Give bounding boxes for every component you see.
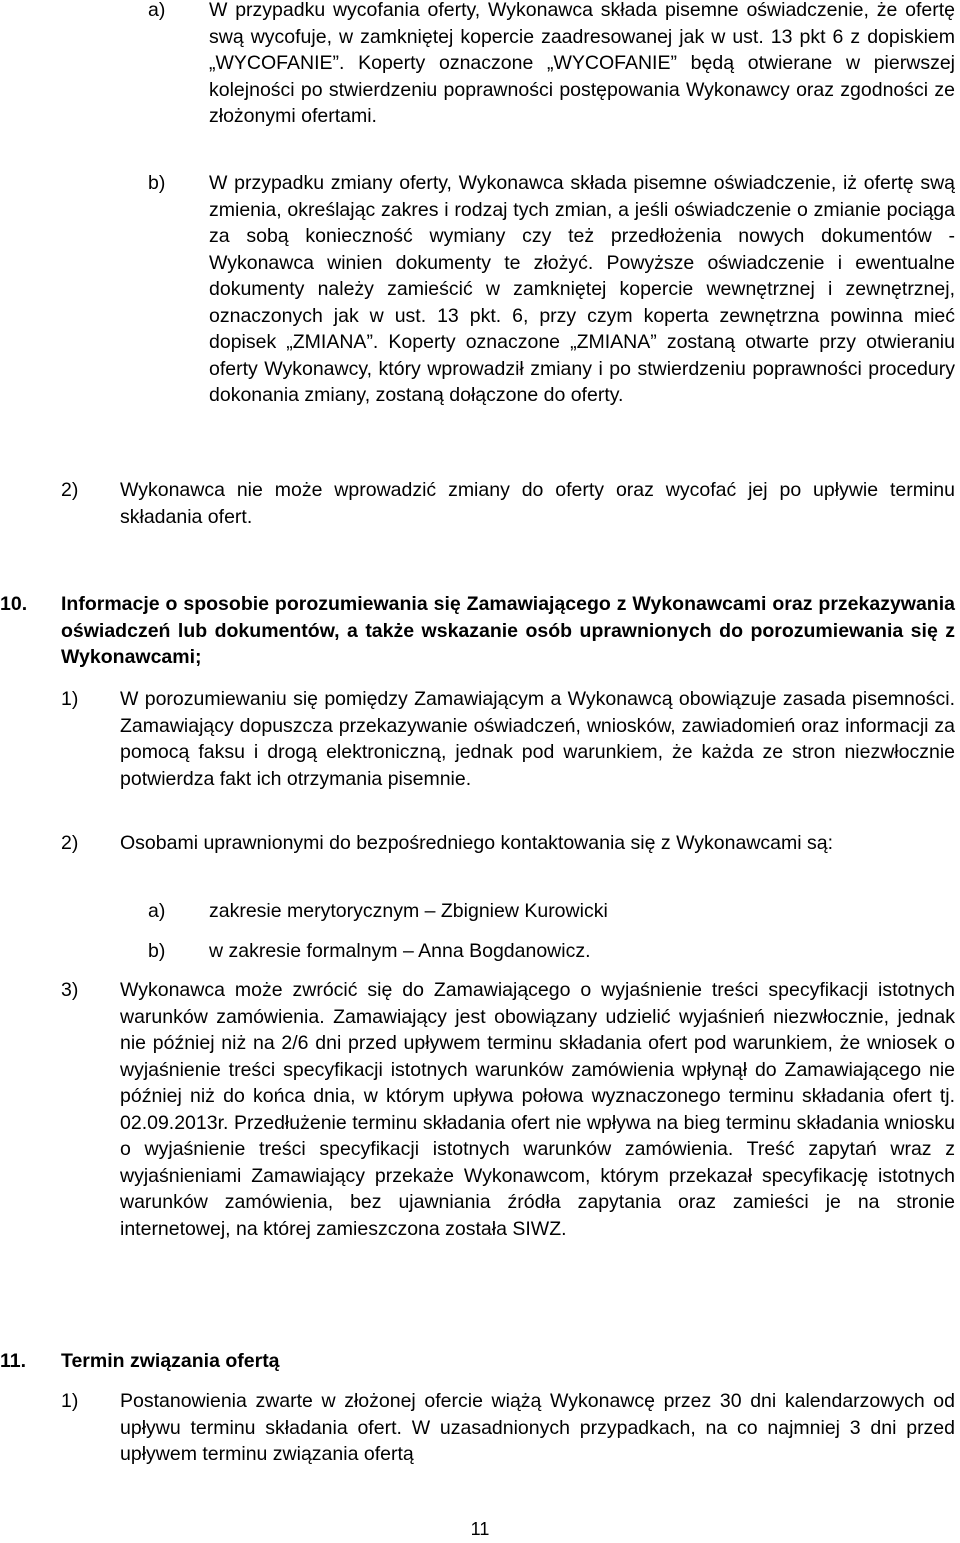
list-item-10-3 xyxy=(61,977,955,1242)
item-label: 1) xyxy=(61,688,79,710)
item-label: b) xyxy=(148,172,166,194)
list-item-9b xyxy=(148,170,955,409)
item-text: w zakresie formalnym – Anna Bogdanowicz. xyxy=(209,940,591,962)
section-11-heading xyxy=(0,1348,955,1375)
list-item-10-2b xyxy=(148,938,955,965)
page-number: 11 xyxy=(470,1519,490,1539)
item-text: zakresie merytorycznym – Zbigniew Kurowicki xyxy=(209,900,608,922)
section-10-heading xyxy=(0,591,955,671)
item-label: 1) xyxy=(61,1390,79,1412)
item-text: Osobami uprawnionymi do bezpośredniego kontaktowania się z Wykonawcami są: xyxy=(120,832,834,854)
list-item-10-2a xyxy=(148,898,955,925)
section-number: 11. xyxy=(0,1350,27,1372)
item-text: W porozumiewaniu się pomiędzy Zamawiającym a Wykonawcą obowiązuje zasada pisemności. Zamawiający dopuszcza przekazywanie oświadczeń, wniosków, zawiadomień oraz informacji za pomocą faksu i drogą elektroniczną, jednak pod warunkiem, że każda ze stron niezwłocznie potwierdza fakt ich otrzymania pisemnie. xyxy=(120,688,955,790)
item-text: W przypadku wycofania oferty, Wykonawca składa pisemne oświadczenie, że ofertę swą wycofuje, w zamkniętej kopercie zaadresowanej jak w ust. 13 pkt 6 z dopiskiem „WYCOFANIE”. Koperty oznaczone „WYCOFANIE” będą otwierane w pierwszej kolejności po stwierdzeniu poprawności postępowania Wykonawcy oraz zgodności ze złożonymi ofertami. xyxy=(209,0,955,127)
section-number: 10. xyxy=(0,593,28,615)
list-item-10-2 xyxy=(61,830,955,857)
list-item-11-1 xyxy=(61,1388,955,1468)
list-item-9a xyxy=(148,0,955,130)
section-title: Informacje o sposobie porozumiewania się Zamawiającego z Wykonawcami oraz przekazywania oświadczeń lub dokumentów, a także wskazanie osób uprawnionych do porozumiewania się z Wykonawcami; xyxy=(61,593,955,668)
item-text: Wykonawca może zwrócić się do Zamawiającego o wyjaśnienie treści specyfikacji istotnych warunków zamówienia. Zamawiający jest obowiązany udzielić wyjaśnień niezwłocznie, jednak nie później niż na 2/6 dni przed upływem terminu składania ofert pod warunkiem, że wniosek o wyjaśnienie treści specyfikacji istotnych warunków zamówienia wpłynął do Zamawiającego nie później niż do końca dnia, w którym upływa połowa wyznaczonego terminu składania ofert tj. 02.09.2013r. Przedłużenie terminu składania ofert nie wpływa na bieg terminu składania wniosku o wyjaśnienie treści specyfikacji istotnych warunków zamówienia. Treść zapytań wraz z wyjaśnieniami Zamawiający przekaże Wykonawcom, którym przekazał specyfikację istotnych warunków zamówienia, bez ujawniania źródła zapytania oraz zamieści je na stronie internetowej, na której zamieszczona została SIWZ. xyxy=(120,979,955,1240)
item-label: a) xyxy=(148,0,166,21)
item-label: b) xyxy=(148,940,166,962)
section-title: Termin związania ofertą xyxy=(61,1350,280,1372)
item-text: Wykonawca nie może wprowadzić zmiany do oferty oraz wycofać jej po upływie terminu składania ofert. xyxy=(120,479,955,528)
item-text: W przypadku zmiany oferty, Wykonawca składa pisemne oświadczenie, iż ofertę swą zmienia, określając zakres i rodzaj tych zmian, a jeśli oświadczenie o zmianie pociąga za sobą konieczność wymiany czy też przedłożenia nowych dokumentów - Wykonawca winien dokumenty te złożyć. Powyższe oświadczenie i ewentualne dokumenty należy zamieścić w zamkniętej kopercie wewnętrznej i zewnętrznej, oznaczonych jak w ust. 13 pkt. 6, przy czym koperta zewnętrzna powinna mieć dopisek „ZMIANA”. Koperty oznaczone „ZMIANA” zostaną otwarte przy otwieraniu oferty Wykonawcy, który wprowadził zmiany i po stwierdzeniu poprawności procedury dokonania zmiany, zostaną dołączone do oferty. xyxy=(209,172,955,406)
item-label: 3) xyxy=(61,979,79,1001)
list-item-9-2 xyxy=(61,477,955,530)
item-text: Postanowienia zwarte w złożonej ofercie wiążą Wykonawcę przez 30 dni kalendarzowych od upływu terminu składania ofert. W uzasadnionych przypadkach, na co najmniej 3 dni przed upływem terminu związania ofertą xyxy=(120,1390,955,1465)
item-label: 2) xyxy=(61,479,79,501)
item-label: a) xyxy=(148,900,166,922)
list-item-10-1 xyxy=(61,686,955,792)
item-label: 2) xyxy=(61,832,79,854)
